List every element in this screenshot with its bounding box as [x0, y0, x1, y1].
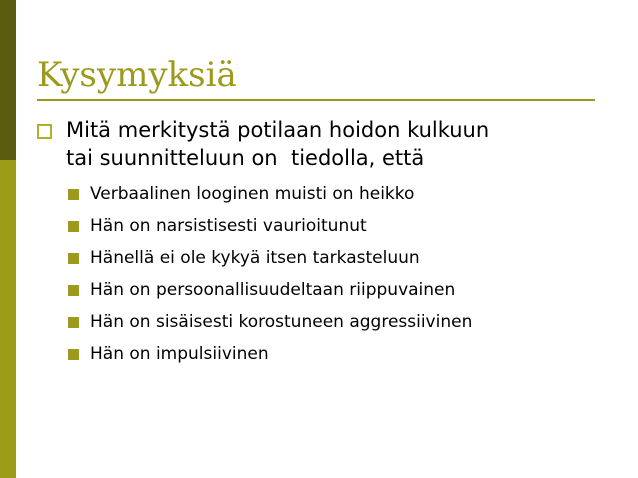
sub-bullet-item [68, 178, 628, 210]
sub-bullet-text: Hän on narsistisesti vaurioitunut [90, 216, 367, 236]
sub-bullet-text: Verbaalinen looginen muisti on heikko [90, 184, 415, 204]
sub-bullet-item [68, 338, 628, 370]
sub-bullet-text: Hän on impulsiivinen [90, 344, 269, 364]
solid-square-bullet-icon [68, 285, 79, 296]
sub-bullet-item [68, 274, 628, 306]
sub-bullet-text: Hänellä ei ole kykyä itsen tarkasteluun [90, 248, 420, 268]
solid-square-bullet-icon [68, 253, 79, 264]
solid-square-bullet-icon [68, 349, 79, 360]
solid-square-bullet-icon [68, 221, 79, 232]
main-bullet-text: Mitä merkitystä potilaan hoidon kulkuun tai suunnitteluun on tiedolla, että [66, 118, 490, 170]
solid-square-bullet-icon [68, 189, 79, 200]
sub-bullet-list [68, 178, 628, 370]
hollow-square-bullet-icon [37, 124, 52, 139]
sub-bullet-text: Hän on sisäisesti korostuneen aggressiivinen [90, 312, 473, 332]
solid-square-bullet-icon [68, 317, 79, 328]
title-underline [37, 99, 595, 101]
slide-title: Kysymyksiä [37, 55, 237, 95]
sub-bullet-item [68, 210, 628, 242]
main-bullet [37, 116, 597, 172]
left-accent-bar-dark [0, 0, 16, 160]
sub-bullet-text: Hän on persoonallisuudeltaan riippuvainen [90, 280, 456, 300]
sub-bullet-item [68, 306, 628, 338]
sub-bullet-item [68, 242, 628, 274]
left-accent-bar-light [0, 160, 16, 478]
